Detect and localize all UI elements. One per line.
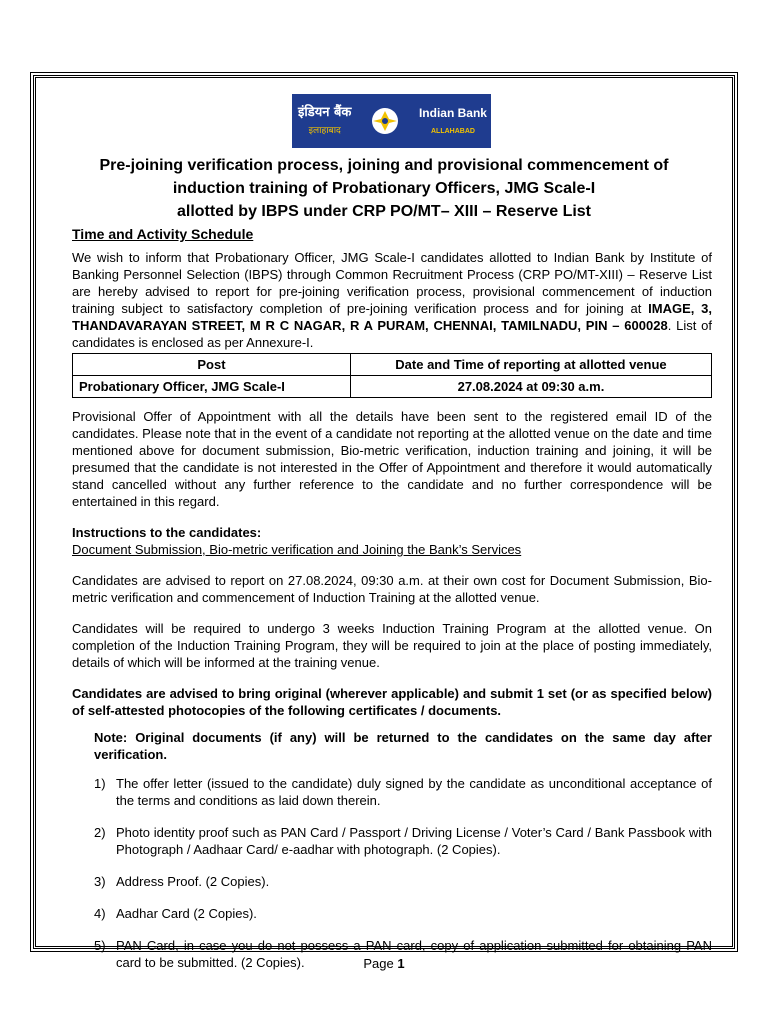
list-item [94, 775, 712, 809]
list-item-text: PAN Card, in case you do not possess a PAN card, copy of application submitted for obtaining PAN card to be submitted. (2 Copies). [116, 938, 712, 970]
table-header: Post [73, 354, 351, 376]
list-item-number: 1) [94, 776, 106, 791]
title-line-1: Pre-joining verification process, joining and provisional commencement of [99, 157, 669, 174]
instructions-heading: Instructions to the candidates: [72, 525, 262, 540]
list-item-number: 5) [94, 938, 106, 953]
indian-bank-logo [292, 94, 491, 148]
table-cell-post: Probationary Officer, JMG Scale-I [73, 376, 351, 398]
document-title [60, 154, 708, 223]
table-cell-date: 27.08.2024 at 09:30 a.m. [350, 376, 711, 398]
schedule-table [72, 353, 712, 398]
documents-list [94, 775, 712, 971]
list-item-text: Address Proof. (2 Copies). [116, 874, 270, 889]
title-line-2: induction training of Probationary Officers, JMG Scale-I [172, 180, 596, 197]
bank-emblem-icon [371, 107, 399, 135]
offer-paragraph: Provisional Offer of Appointment with all the details have been sent to the registered email ID of the candidates. Please note that in the event of a candidate not reporting at the allotted venue on the date and time mentioned above for document submission, Bio-metric verification, induction training and joining, it will be presumed that the candidate is not interested in the Offer of Appointment and therefore it would automatically stand cancelled without any further reference to the candidate and no further correspondence will be entertained in this regard. [72, 409, 712, 509]
report-paragraph: Candidates are advised to report on 27.08.2024, 09:30 a.m. at their own cost for Document Submission, Bio-metric verification and commencement of Induction Training at the allotted venue. [72, 573, 712, 605]
list-item-number: 3) [94, 874, 106, 889]
list-item-number: 2) [94, 825, 106, 840]
instructions-subheading: Document Submission, Bio-metric verification and Joining the Bank’s Services [72, 542, 522, 557]
list-item-text: Photo identity proof such as PAN Card / Passport / Driving License / Voter’s Card / Bank Passbook with Photograph / Aadhaar Card/ e-aadhar with photograph. (2 Copies). [116, 825, 712, 857]
intro-paragraph [72, 249, 712, 351]
logo-hindi-block [298, 105, 351, 137]
logo-english-name: Indian Bank [418, 106, 487, 120]
document-body [72, 226, 712, 986]
note-paragraph: Note: Original documents (if any) will be returned to the candidates on the same day after verification. [94, 730, 712, 762]
logo-hindi-name: इंडियन बैंक [298, 105, 352, 120]
list-item-number: 4) [94, 906, 106, 921]
logo-english-sub: ALLAHABAD [431, 128, 475, 135]
training-paragraph: Candidates will be required to undergo 3 weeks Induction Training Program at the allotted venue. On completion of the Induction Training Program, they will be required to join at the place of posting immediately, details of which will be informed at the training venue. [72, 621, 712, 670]
table-header-row [73, 354, 712, 376]
page-number: 1 [397, 956, 405, 971]
logo-english-block [419, 105, 487, 137]
intro-tail: . List of candidates is enclosed as per Annexure-I. [72, 318, 712, 350]
page-footer [0, 956, 768, 971]
logo-hindi-sub: इलाहाबाद [308, 126, 341, 136]
list-item [94, 824, 712, 858]
list-item [94, 905, 712, 922]
title-line-3: allotted by IBPS under CRP PO/MT– XIII – Reserve List [176, 203, 592, 220]
table-row [73, 376, 712, 398]
table-header: Date and Time of reporting at allotted venue [350, 354, 711, 376]
intro-text: We wish to inform that Probationary Officer, JMG Scale-I candidates allotted to Indian Bank by Institute of Banking Personnel Selection (IBPS) through Common Recruitment Process (CRP PO/MT-XIII) – Reserve List are hereby advised to report for pre-joining verification process, provisional commencement of induction training subject to satisfactory completion of pre-joining verification process and for joining at [72, 250, 712, 316]
page-label: Page [363, 956, 398, 971]
bring-documents-paragraph: Candidates are advised to bring original (wherever applicable) and submit 1 set (or as specified below) of self-attested photocopies of the following certificates / documents. [72, 686, 712, 718]
schedule-heading: Time and Activity Schedule [72, 226, 254, 242]
venue-address: IMAGE, 3, THANDAVARAYAN STREET, M R C NAGAR, R A PURAM, CHENNAI, TAMILNADU, PIN – 600028 [72, 301, 712, 333]
list-item-text: Aadhar Card (2 Copies). [116, 906, 257, 921]
list-item [94, 873, 712, 890]
list-item-text: The offer letter (issued to the candidate) duly signed by the candidate as unconditional acceptance of the terms and conditions as laid down therein. [116, 776, 712, 808]
